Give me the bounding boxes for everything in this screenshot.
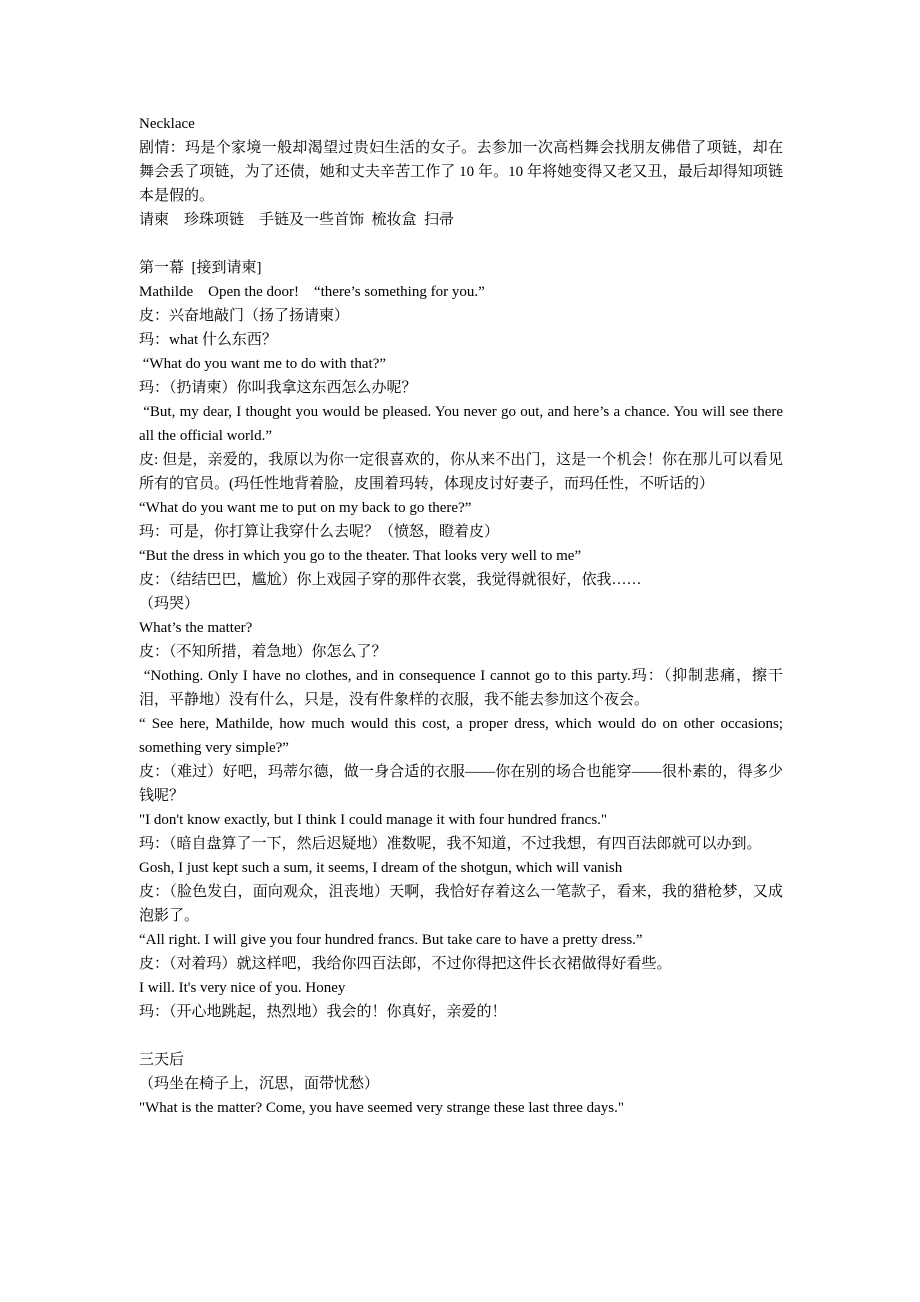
dialogue-line: 皮：（不知所措，着急地）你怎么了？ [139, 644, 387, 660]
scene2-heading: 三天后 [139, 1052, 185, 1068]
dialogue-line: 皮：（脸色发白，面向观众，沮丧地）天啊，我恰好存着这么一笔款子，看来，我的猎枪梦，又成泡影了。 [139, 884, 783, 924]
spacer [139, 1024, 783, 1048]
dialogue-line: “All right. I will give you four hundred francs. But take care to have a pretty dress.” [139, 932, 643, 948]
scene1-heading: 第一幕 [接到请柬] [139, 260, 262, 276]
spacer [139, 232, 783, 256]
dialogue-line: "What is the matter? Come, you have seemed very strange these last three days." [139, 1100, 624, 1116]
dialogue-line: （玛哭） [139, 596, 200, 612]
dialogue-line: "I don't know exactly, but I think I could manage it with four hundred francs." [139, 812, 608, 828]
dialogue-line: “But the dress in which you go to the theater. That looks very well to me” [139, 548, 582, 564]
dialogue-line: What’s the matter? [139, 620, 253, 636]
dialogue-line: 玛：（开心地跳起，热烈地）我会的！你真好，亲爱的！ [139, 1004, 507, 1020]
dialogue-line: 皮：（对着玛）就这样吧，我给你四百法郎，不过你得把这件长衣裙做得好看些。 [139, 956, 672, 972]
synopsis-paragraph: 剧情：玛是个家境一般却渴望过贵妇生活的女子。去参加一次高档舞会找朋友佛借了项链，却在舞会丢了项链，为了还债，她和丈夫辛苦工作了 10 年。10 年将她变得又老又丑，最后却得知项链本是假的。 [139, 140, 783, 204]
document-title: Necklace [139, 116, 195, 132]
dialogue-line: 玛：（扔请柬）你叫我拿这东西怎么办呢？ [139, 380, 417, 396]
dialogue-line: 皮: 但是，亲爱的，我原以为你一定很喜欢的，你从来不出门，这是一个机会！你在那儿可以看见所有的官员。(玛任性地背着脸，皮围着玛转，体现皮讨好妻子，而玛任性，不听话的） [139, 452, 783, 492]
dialogue-line: “ See here, Mathilde, how much would this cost, a proper dress, which would do on other occasions; something very simple?” [139, 716, 787, 756]
dialogue-line: “What do you want me to do with that?” [139, 356, 387, 372]
dialogue-line: 玛：what 什么东西？ [139, 332, 277, 348]
dialogue-line: 皮：（结结巴巴，尴尬）你上戏园子穿的那件衣裳，我觉得就很好，依我…… [139, 572, 642, 588]
dialogue-line: Mathilde Open the door! “there’s something for you.” [139, 284, 485, 300]
dialogue-line: I will. It's very nice of you. Honey [139, 980, 346, 996]
dialogue-line: “What do you want me to put on my back to go there?” [139, 500, 472, 516]
dialogue-line: 玛：可是，你打算让我穿什么去呢？（愤怒，瞪着皮） [139, 524, 500, 540]
dialogue-line: 皮：兴奋地敲门（扬了扬请柬） [139, 308, 350, 324]
dialogue-line: （玛坐在椅子上，沉思，面带忧愁） [139, 1076, 380, 1092]
dialogue-line: Gosh, I just kept such a sum, it seems, I dream of the shotgun, which will vanish [139, 860, 623, 876]
dialogue-line: “Nothing. Only I have no clothes, and in consequence I cannot go to this party.玛：（抑制悲痛，擦干泪，平静地）没有什么，只是，没有件象样的衣服，我不能去参加这个夜会。 [139, 668, 784, 708]
document-page [139, 112, 787, 1120]
dialogue-line: 皮：（难过）好吧，玛蒂尔德，做一身合适的衣服——你在别的场合也能穿——很朴素的，得多少钱呢？ [139, 764, 783, 804]
dialogue-line: 玛：（暗自盘算了一下，然后迟疑地）准数呢，我不知道，不过我想，有四百法郎就可以办到。 [139, 836, 762, 852]
dialogue-line: “But, my dear, I thought you would be pleased. You never go out, and here’s a chance. You will see there all the official world.” [139, 404, 787, 444]
props-list: 请柬 珍珠项链 手链及一些首饰 梳妆盒 扫帚 [139, 212, 455, 228]
